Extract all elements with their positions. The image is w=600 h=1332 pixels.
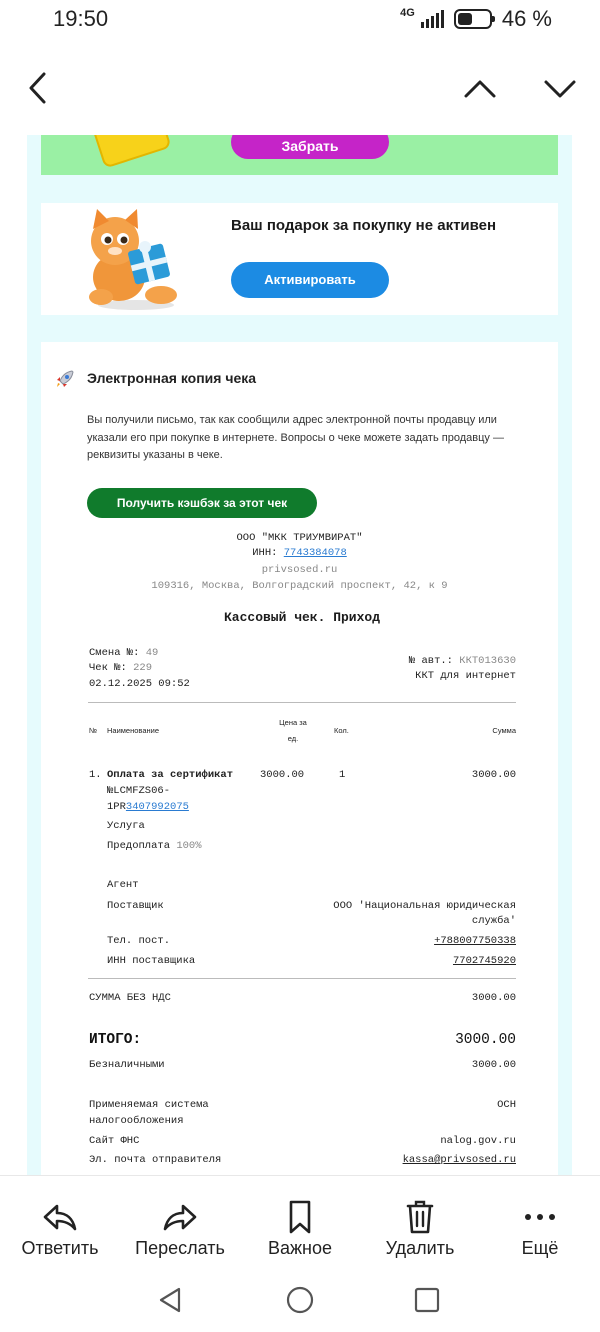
col-qty: Кол. [334,726,349,735]
phone-label: Тел. пост. [107,935,171,947]
shift-label: Смена №: [89,647,140,659]
org-name: ООО "МКК ТРИУМВИРАТ" [236,532,363,544]
promo-banner [41,135,558,175]
inn-label: ИНН: [252,547,284,559]
system-home-icon[interactable] [285,1285,315,1315]
status-bar [0,0,600,40]
mail-actions-toolbar [0,1175,600,1269]
system-recents-icon[interactable] [412,1285,442,1315]
total-label: ИТОГО: [89,1032,142,1048]
check-row [89,662,152,674]
col-name: Наименование [107,726,159,735]
rocket-icon [54,368,76,390]
important-button[interactable] [240,1198,360,1259]
ecopy-title: Электронная копия чека [87,370,257,386]
shift-row [89,647,158,659]
item-qty: 1 [339,769,346,781]
tax-system-label-line2: налогообложения [89,1115,184,1127]
fns-site-label: Сайт ФНС [89,1135,140,1147]
more-button[interactable] [480,1198,600,1259]
col-price-line1: Цена за [279,718,307,727]
delete-button[interactable] [360,1198,480,1259]
inn-link[interactable]: 7743384078 [283,547,347,559]
bookmark-icon [280,1198,320,1236]
prepay-label: Предоплата [107,840,171,852]
status-indicators [400,6,552,32]
sum-no-vat-value: 3000.00 [471,992,516,1004]
activate-button[interactable]: Активировать [231,262,389,298]
next-mail-chevron-down-icon[interactable] [540,74,580,102]
org-site: privsosed.ru [261,564,338,576]
mail-nav-bar [0,40,600,135]
receipt-title: Кассовый чек. Приход [223,610,381,625]
receipt-datetime: 02.12.2025 09:52 [89,678,190,690]
gift-title: Ваш подарок за покупку не активен [231,217,497,234]
cashless-label: Безналичными [89,1059,165,1071]
forward-icon [160,1198,200,1236]
reply-button[interactable] [0,1198,120,1259]
system-navigation-bar [0,1269,600,1332]
total-value: 3000.00 [455,1032,516,1048]
reply-label: Ответить [21,1238,99,1258]
intro-text: Вы получили письмо, так как сообщили адрес электронной почты продавцу или указали его при покупке в интернете. Вопросы о чеке можете задать продавцу — реквизиты указаны в чеке. [87,414,504,461]
supplier-phone-link[interactable]: +788007750338 [434,935,516,947]
battery-percent: 46 % [501,6,552,31]
item-code-line2 [107,801,189,813]
col-price-line2: ед. [287,734,299,743]
item-type: Услуга [107,820,145,832]
item-code-prefix: 1PR [107,801,126,813]
item-price: 3000.00 [260,769,305,781]
divider [88,702,516,703]
cashback-button[interactable]: Получить кэшбэк за этот чек [87,488,317,518]
ticket-illustration [90,135,171,169]
item-code-link[interactable]: 3407992075 [125,801,189,813]
forward-button[interactable] [120,1198,240,1259]
kkt-type: ККТ для интернет [415,670,516,682]
supplier-inn-label: ИНН поставщика [107,955,196,967]
fns-site-value: nalog.gov.ru [440,1135,516,1147]
org-address: 109316, Москва, Волгоградский проспект, 42, к 9 [151,580,448,592]
supplier-label: Поставщик [107,900,164,912]
back-arrow-icon[interactable] [22,68,56,108]
org-inn [41,547,558,559]
sender-email-label: Эл. почта отправителя [89,1154,222,1166]
shift-value: 49 [145,647,159,659]
important-label: Важное [267,1238,333,1258]
sender-email-link[interactable]: kassa@privsosed.ru [402,1154,516,1166]
auto-value: ККТ013630 [459,655,516,667]
col-num: № [89,726,98,735]
gift-card [41,203,558,315]
network-type: 4G [400,7,415,19]
check-value: 229 [133,662,153,674]
previous-mail-chevron-up-icon[interactable] [460,74,500,102]
tax-system-label-line1: Применяемая система [89,1099,209,1111]
more-label: Ещё [521,1238,559,1258]
more-dots-icon [520,1198,560,1236]
auto-row [409,655,516,667]
cat-with-gift-illustration [81,207,191,311]
status-time: 19:50 [53,6,109,31]
delete-label: Удалить [385,1238,455,1258]
trash-icon [400,1198,440,1236]
prepay-value: 100% [176,840,202,852]
check-label: Чек №: [89,662,127,674]
item-name: Оплата за сертификат [107,769,234,781]
receipt-card [41,342,558,1175]
item-prepay [107,840,202,852]
system-back-icon[interactable] [156,1285,186,1315]
mail-body[interactable] [0,135,600,1175]
col-sum: Сумма [492,726,516,735]
claim-button[interactable]: Забрать [231,135,389,159]
item-sum: 3000.00 [471,769,516,781]
item-code-line1: №LCMFZS06- [107,785,171,797]
auto-label: № авт.: [408,655,453,667]
tax-system-value: ОСН [497,1099,516,1111]
signal-icon [421,10,444,28]
supplier-line1: ООО 'Национальная юридическая [333,900,516,912]
agent-label: Агент [107,879,139,891]
supplier-line2: служба' [471,915,516,927]
reply-icon [40,1198,80,1236]
battery-icon [454,9,492,29]
forward-label: Переслать [135,1238,225,1258]
cashless-value: 3000.00 [471,1059,516,1071]
sum-no-vat-label: СУММА БЕЗ НДС [89,992,171,1004]
supplier-inn-link[interactable]: 7702745920 [452,955,516,967]
item-num: 1. [89,769,102,781]
divider [88,978,516,979]
